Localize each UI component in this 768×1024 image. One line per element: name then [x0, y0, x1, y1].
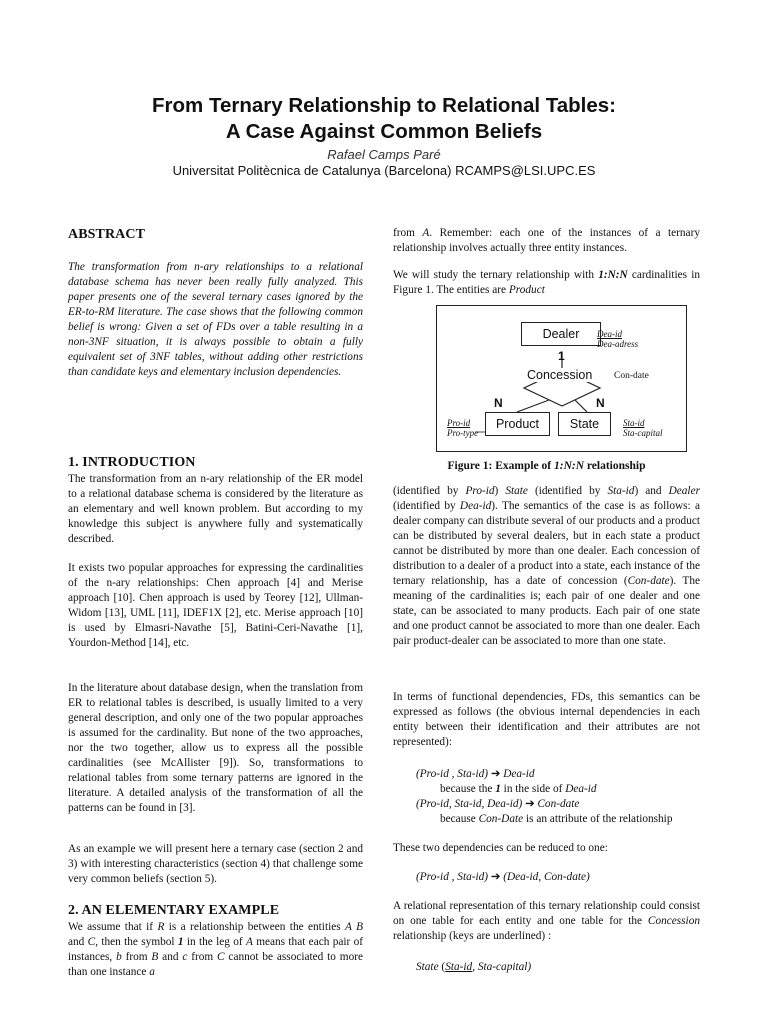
- intro-paragraph-1: The transformation from an n-ary relationship of the ER model to a relational database schema is considered by the literature as an elementary and well known problem. But according to my knowledge this subject is anywhere fully and systematically described.: [68, 473, 363, 545]
- fd-1-note: because the 1 in the side of Dea-id: [440, 783, 597, 795]
- section2-heading: 2. AN ELEMENTARY EXAMPLE: [68, 903, 280, 918]
- intro-heading: 1. INTRODUCTION: [68, 455, 196, 470]
- author-name: Rafael Camps Paré: [327, 147, 441, 162]
- entity-dealer: Dealer: [521, 322, 601, 346]
- intro-paragraph-4: As an example we will present here a ternary case (section 2 and 3) with interesting characteristics (section 4) that challenge some very common beliefs (section 5).: [68, 843, 363, 885]
- intro-paragraph-3: In the literature about database design, when the translation from ER to relational tables is described, is usually limited to a very general description, and only one of the two popular approaches is assumed for the cardinality. But none of the two approaches, nor the two together, allow us to express all the possible cardinalities (see McAllister [9]). So, transformations to relational tables from some ternary patterns are ignored in the literature. A detailed analysis of the transformation of all the patterns can be found in [3].: [68, 682, 363, 814]
- right-paragraph-6: A relational representation of this ternary relationship could consist on one table for each entity and one table for the Concession relationship (keys are underlined) :: [393, 900, 700, 942]
- figure-1-caption: Figure 1: Example of 1:N:N relationship: [447, 460, 646, 472]
- abstract-heading: ABSTRACT: [68, 227, 146, 242]
- product-attributes: Pro-id Pro-type: [447, 418, 479, 438]
- state-attributes: Sta-id Sta-capital: [623, 418, 663, 438]
- abstract-text: The transformation from n-ary relationships to a relational database schema has never been really fully analyzed. This paper presents one of the several ternary cases ignored by the ER-to-RM literature. The case shows that the following common belief is wrong: Given a set of FDs over a table resulting in a non-3NF situation, it is always possible to obtain a fully equivalent set of 3NF tables, without adding other restrictions than candidate keys and elementary inclusion dependencies.: [68, 261, 363, 378]
- right-paragraph-1: from A. Remember: each one of the instances of a ternary relationship involves actually three entity instances.: [393, 227, 700, 254]
- right-paragraph-3: (identified by Pro-id) State (identified by Sta-id) and Dealer (identified by Dea-id). The semantics of the case is as follows: a dealer company can distribute several of our products and a product can be distributed by several dealers, but in each state a product cannot be distributed by more than one dealer. Each concession of distribution to a dealer of a product into a state, each instance of the ternary relationship, has a date of concession (Con-date). The meaning of the cardinalities is; each pair of one dealer and one state, can be associated to many products. Each pair of one state and one product cannot be associated to more than one dealer. Each pair product-dealer can be associated to more than one state.: [393, 485, 700, 647]
- author-affiliation: Universitat Politècnica de Catalunya (Barcelona) RCAMPS@LSI.UPC.ES: [172, 163, 596, 178]
- paper-title-line1: From Ternary Relationship to Relational Tables:: [152, 94, 616, 117]
- entity-product: Product: [485, 412, 550, 436]
- right-paragraph-5: These two dependencies can be reduced to one:: [393, 842, 608, 854]
- dealer-attributes: Dea-id Dea-adress: [597, 329, 639, 349]
- cardinality-n-left: N: [494, 396, 503, 410]
- paper-title-line2: A Case Against Common Beliefs: [225, 120, 543, 143]
- fd-reduced: (Pro-id , Sta-id) ➔ (Dea-id, Con-date): [416, 871, 590, 883]
- functional-dependencies: [393, 767, 700, 827]
- entity-state: State: [558, 412, 611, 436]
- right-paragraph-4: In terms of functional dependencies, FDs, this semantics can be expressed as follows (the obvious internal dependencies in each entity between their identification and their attributes are not represented):: [393, 691, 700, 748]
- intro-paragraph-2: It exists two popular approaches for expressing the cardinalities of the n-ary relationships: Chen approach [4] and Merise approach [10]. Chen approach is used by Teorey [12], Ullman-Widom [13], UML [11], IDEF1X [2], etc. Merise approach [10] is used by Elmasri-Navathe [5], Batini-Ceri-Navathe [1], Yourdon-Method [14], etc.: [68, 562, 363, 649]
- right-paragraph-2: We will study the ternary relationship with 1:N:N cardinalities in Figure 1. The entities are Product: [393, 269, 701, 296]
- cardinality-one: 1: [558, 349, 565, 363]
- section2-paragraph-1: We assume that if R is a relationship between the entities A B and C, then the symbol 1 in the leg of A means that each pair of instances, b from B and c from C cannot be associated to more than one instance a: [68, 921, 364, 978]
- figure-1-er-diagram: [436, 305, 687, 452]
- fd-2: (Pro-id, Sta-id, Dea-id) ➔ Con-date: [416, 798, 580, 810]
- cardinality-n-right: N: [596, 396, 605, 410]
- table-state-schema: State (Sta-id, Sta-capital): [416, 961, 532, 973]
- relationship-concession: Concession: [527, 368, 593, 382]
- fd-1: (Pro-id , Sta-id) ➔ Dea-id: [416, 768, 535, 780]
- fd-2-note: because Con-Date is an attribute of the relationship: [440, 813, 673, 825]
- concession-attribute: Con-date: [614, 371, 649, 381]
